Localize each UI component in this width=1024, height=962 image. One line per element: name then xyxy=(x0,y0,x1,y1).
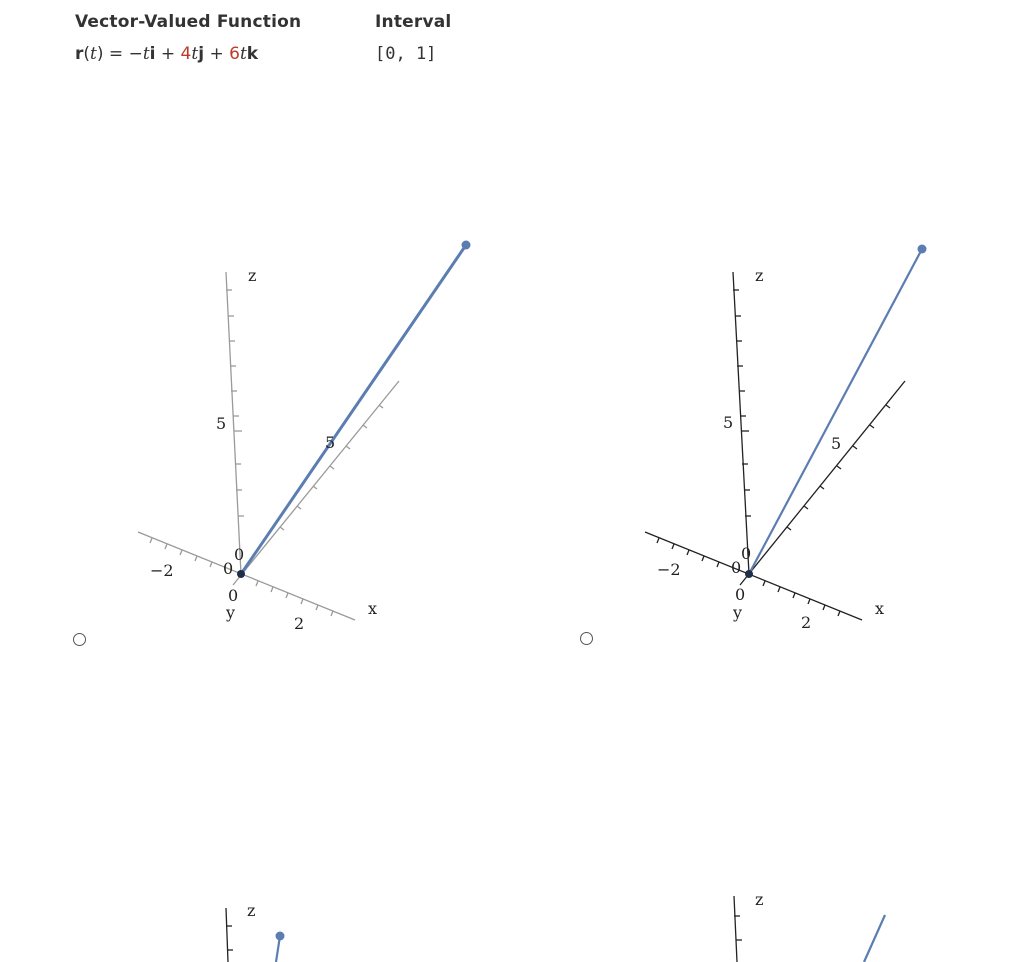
x-tick-neg2: −2 xyxy=(150,561,174,580)
x-tick-2: 2 xyxy=(294,614,305,633)
interval-column-header: Interval xyxy=(375,12,452,32)
z-axis-label: z xyxy=(755,890,764,909)
origin-tick-y: 0 xyxy=(228,586,239,605)
coefficient-4: 4 xyxy=(180,44,192,64)
z-axis-label: z xyxy=(247,901,256,920)
plus-sign: + xyxy=(204,44,230,64)
y-axis-label: y xyxy=(226,603,236,622)
interval-value: [0, 1] xyxy=(375,44,437,64)
x-axis-label: x xyxy=(875,599,885,618)
t-variable: t xyxy=(239,44,247,64)
z-tick-5: 5 xyxy=(216,414,227,433)
paren-close: ) xyxy=(96,44,104,64)
function-column-header: Vector-Valued Function xyxy=(75,12,302,32)
origin-tick-y: 0 xyxy=(735,585,746,604)
r-symbol: r xyxy=(75,44,84,64)
origin-tick-x: 0 xyxy=(731,558,742,577)
z-axis-label: z xyxy=(755,266,764,285)
j-unit: j xyxy=(198,44,205,64)
origin-tick-x: 0 xyxy=(223,559,234,578)
curve-segment xyxy=(864,915,885,962)
x-axis-label: x xyxy=(368,599,378,618)
z-tick-5: 5 xyxy=(723,413,734,432)
t-variable: t xyxy=(191,44,199,64)
y-tick-5: 5 xyxy=(325,433,336,452)
coefficient-6: 6 xyxy=(229,44,240,64)
x-tick-neg2: −2 xyxy=(657,560,681,579)
y-axis-label: y xyxy=(733,603,743,622)
t-variable: t xyxy=(90,44,97,64)
plus-sign: + xyxy=(155,44,181,64)
origin-tick-z: 0 xyxy=(234,545,245,564)
z-axis xyxy=(734,896,742,962)
origin-tick-z: 0 xyxy=(741,544,752,563)
x-tick-2: 2 xyxy=(801,613,812,632)
z-axis-label: z xyxy=(248,266,257,285)
t-variable: t xyxy=(142,44,150,64)
i-unit: i xyxy=(149,44,156,64)
equals-sign: = − xyxy=(103,44,143,64)
y-tick-5: 5 xyxy=(831,434,842,453)
k-unit: k xyxy=(246,44,259,64)
paren-open: ( xyxy=(83,44,91,64)
